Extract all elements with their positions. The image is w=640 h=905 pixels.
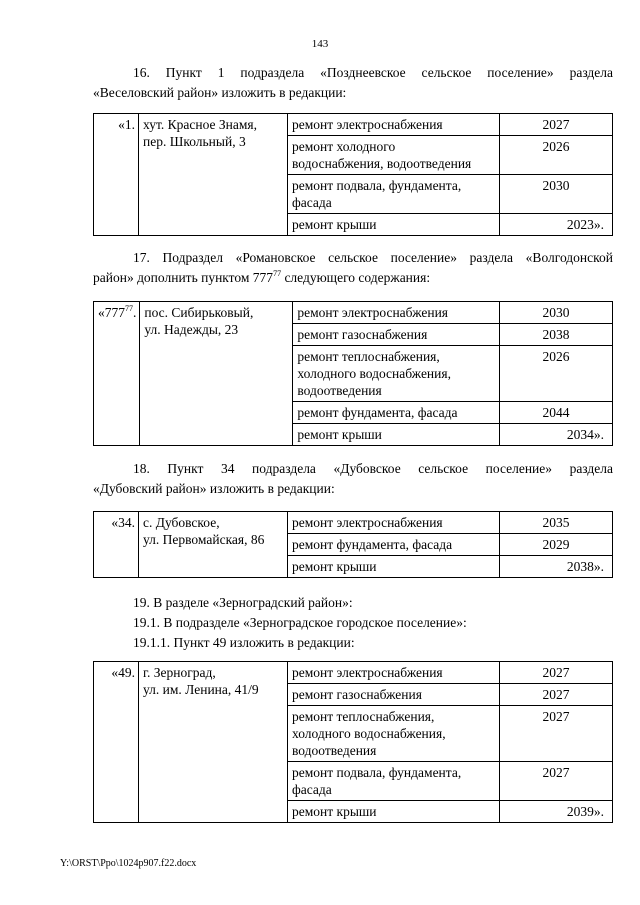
- paragraph-19: 19. В разделе «Зерноградский район»: 19.1. В подразделе «Зерноградское городское поселение»: 19.1.1. Пункт 49 изложить в редакции:: [133, 595, 467, 650]
- work-cell: ремонт электроснабжения: [288, 662, 500, 684]
- table-item-49: [93, 661, 613, 823]
- year-cell: 2026: [500, 136, 613, 175]
- paragraph-16: 16. Пункт 1 подраздела «Позднеевское сельское поселение» раздела «Веселовский район» изложить в редакции:: [93, 65, 613, 100]
- table-row: [94, 302, 613, 324]
- work-cell: ремонт газоснабжения: [288, 684, 500, 706]
- work-cell: ремонт теплоснабжения, холодного водоснабжения, водоотведения: [288, 706, 500, 762]
- work-cell: ремонт электроснабжения: [288, 512, 500, 534]
- work-cell: ремонт электроснабжения: [293, 302, 500, 324]
- year-cell: 2038».: [500, 556, 613, 578]
- year-cell: 2027: [500, 114, 613, 136]
- item-address: с. Дубовское, ул. Первомайская, 86: [139, 512, 288, 578]
- work-cell: ремонт фундамента, фасада: [288, 534, 500, 556]
- year-cell: 2034».: [500, 424, 613, 446]
- year-cell: 2030: [500, 302, 613, 324]
- table-item-1: [93, 113, 613, 236]
- work-cell: ремонт подвала, фундамента, фасада: [288, 762, 500, 801]
- item-number: «49.: [94, 662, 139, 823]
- paragraph-17: 17. Подраздел «Романовское сельское поселение» раздела «Волгодонской район» дополнить пунктом $777^{77}$ следующего содержания:: [93, 250, 613, 285]
- year-cell: 2027: [500, 662, 613, 684]
- item-address: г. Зерноград, ул. им. Ленина, 41/9: [139, 662, 288, 823]
- work-cell: ремонт фундамента, фасада: [293, 402, 500, 424]
- item-address: хут. Красное Знамя, пер. Школьный, 3: [139, 114, 288, 236]
- work-cell: ремонт холодного водоснабжения, водоотведения: [288, 136, 500, 175]
- table-item-777: [93, 301, 613, 446]
- work-cell: ремонт крыши: [293, 424, 500, 446]
- year-cell: 2044: [500, 402, 613, 424]
- work-cell: ремонт крыши: [288, 801, 500, 823]
- table-item-34: [93, 511, 613, 578]
- work-cell: ремонт газоснабжения: [293, 324, 500, 346]
- item-number: «34.: [94, 512, 139, 578]
- paragraph-18: 18. Пункт 34 подраздела «Дубовское сельское поселение» раздела «Дубовский район» изложить в редакции:: [93, 461, 613, 496]
- year-cell: 2039».: [500, 801, 613, 823]
- item-number: «$777^{77}$.: [94, 302, 140, 446]
- year-cell: 2027: [500, 706, 613, 762]
- work-cell: ремонт подвала, фундамента, фасада: [288, 175, 500, 214]
- work-cell: ремонт теплоснабжения, холодного водоснабжения, водоотведения: [293, 346, 500, 402]
- year-cell: 2030: [500, 175, 613, 214]
- work-cell: ремонт крыши: [288, 556, 500, 578]
- page-number: 143: [311, 38, 329, 50]
- year-cell: 2027: [500, 762, 613, 801]
- year-cell: 2027: [500, 684, 613, 706]
- year-cell: 2023».: [500, 214, 613, 236]
- item-address: пос. Сибирьковый, ул. Надежды, 23: [140, 302, 293, 446]
- year-cell: 2029: [500, 534, 613, 556]
- table-row: [94, 512, 613, 534]
- work-cell: ремонт крыши: [288, 214, 500, 236]
- year-cell: 2035: [500, 512, 613, 534]
- work-cell: ремонт электроснабжения: [288, 114, 500, 136]
- item-number: «1.: [94, 114, 139, 236]
- file-path-footer: Y:\ORST\Ppo\1024p907.f22.docx: [60, 858, 197, 869]
- year-cell: 2026: [500, 346, 613, 402]
- table-row: [94, 662, 613, 684]
- year-cell: 2038: [500, 324, 613, 346]
- table-row: [94, 114, 613, 136]
